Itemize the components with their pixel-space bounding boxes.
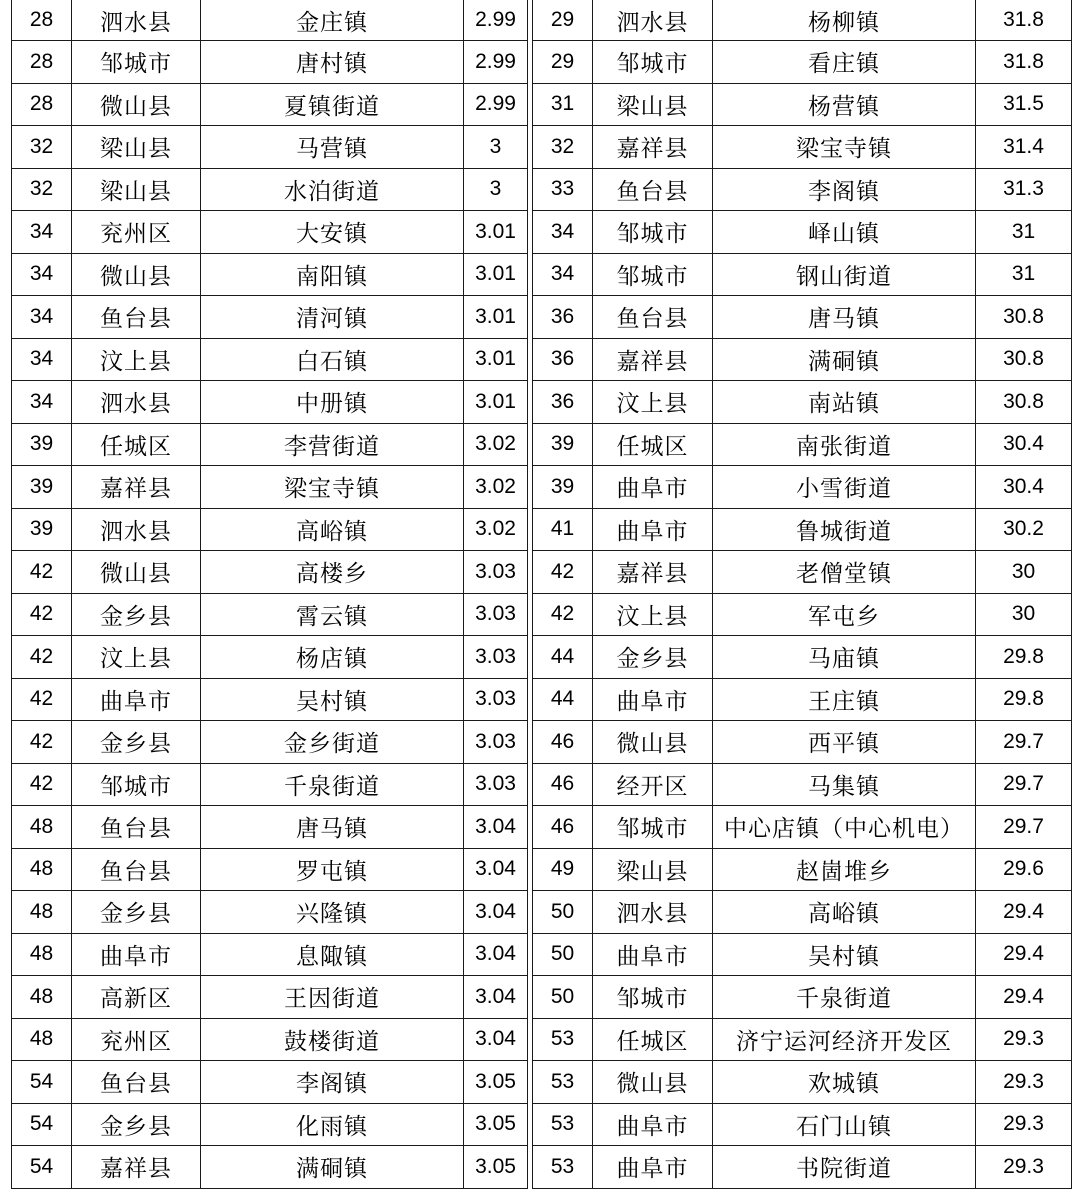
county-cell: 邹城市 [72, 41, 201, 84]
table-row [533, 423, 1072, 466]
value-cell: 2.99 [464, 83, 528, 126]
county-cell: 鱼台县 [593, 168, 713, 211]
value-cell: 29.3 [976, 1061, 1072, 1104]
rank-cell: 54 [12, 1103, 72, 1146]
table-row [12, 41, 528, 84]
town-cell: 千泉街道 [201, 763, 464, 806]
county-cell: 高新区 [72, 976, 201, 1019]
table-row [12, 168, 528, 211]
town-cell: 中心店镇（中心机电） [713, 806, 976, 849]
value-cell: 29.7 [976, 763, 1072, 806]
value-cell: 29.3 [976, 1146, 1072, 1189]
value-cell: 31.4 [976, 126, 1072, 169]
county-cell: 微山县 [72, 551, 201, 594]
county-cell: 任城区 [72, 423, 201, 466]
table-row [533, 338, 1072, 381]
county-cell: 泗水县 [72, 508, 201, 551]
county-cell: 微山县 [72, 253, 201, 296]
town-cell: 马集镇 [713, 763, 976, 806]
town-cell: 高楼乡 [201, 551, 464, 594]
town-cell: 石门山镇 [713, 1103, 976, 1146]
value-cell: 29.6 [976, 848, 1072, 891]
value-cell: 30.8 [976, 381, 1072, 424]
county-cell: 嘉祥县 [72, 466, 201, 509]
county-cell: 嘉祥县 [593, 338, 713, 381]
county-cell: 曲阜市 [593, 1103, 713, 1146]
county-cell: 鱼台县 [72, 848, 201, 891]
table-row [12, 253, 528, 296]
table-row [533, 806, 1072, 849]
value-cell: 3.04 [464, 1018, 528, 1061]
table-row [533, 1103, 1072, 1146]
county-cell: 任城区 [593, 423, 713, 466]
county-cell: 任城区 [593, 1018, 713, 1061]
left-table-body [12, 0, 528, 1188]
table-row [12, 1146, 528, 1189]
rank-cell: 54 [12, 1146, 72, 1189]
town-cell: 吴村镇 [713, 933, 976, 976]
table-row [533, 168, 1072, 211]
table-row [533, 593, 1072, 636]
county-cell: 梁山县 [593, 83, 713, 126]
table-row [533, 253, 1072, 296]
town-cell: 西平镇 [713, 721, 976, 764]
rank-cell: 53 [533, 1103, 593, 1146]
rank-cell: 42 [12, 763, 72, 806]
rank-cell: 50 [533, 891, 593, 934]
table-row [12, 1103, 528, 1146]
town-cell: 看庄镇 [713, 41, 976, 84]
rank-cell: 34 [12, 381, 72, 424]
county-cell: 金乡县 [72, 593, 201, 636]
rank-cell: 34 [12, 338, 72, 381]
town-cell: 唐村镇 [201, 41, 464, 84]
town-cell: 梁宝寺镇 [713, 126, 976, 169]
table-row [533, 636, 1072, 679]
left-ranking-table [11, 0, 528, 1189]
county-cell: 汶上县 [72, 636, 201, 679]
town-cell: 大安镇 [201, 211, 464, 254]
county-cell: 嘉祥县 [593, 126, 713, 169]
table-row [533, 1061, 1072, 1104]
table-row [12, 551, 528, 594]
county-cell: 鱼台县 [72, 806, 201, 849]
town-cell: 欢城镇 [713, 1061, 976, 1104]
county-cell: 鱼台县 [593, 296, 713, 339]
rank-cell: 53 [533, 1018, 593, 1061]
value-cell: 31 [976, 253, 1072, 296]
value-cell: 3.03 [464, 763, 528, 806]
rank-cell: 42 [12, 551, 72, 594]
county-cell: 经开区 [593, 763, 713, 806]
town-cell: 鲁城街道 [713, 508, 976, 551]
town-cell: 赵崮堆乡 [713, 848, 976, 891]
town-cell: 李阁镇 [201, 1061, 464, 1104]
town-cell: 杨店镇 [201, 636, 464, 679]
table-row [533, 466, 1072, 509]
county-cell: 嘉祥县 [72, 1146, 201, 1189]
value-cell: 3.01 [464, 211, 528, 254]
value-cell: 30 [976, 593, 1072, 636]
value-cell: 31.8 [976, 0, 1072, 41]
rank-cell: 39 [12, 466, 72, 509]
right-table-body [533, 0, 1072, 1188]
value-cell: 30.2 [976, 508, 1072, 551]
value-cell: 3.05 [464, 1061, 528, 1104]
town-cell: 罗屯镇 [201, 848, 464, 891]
value-cell: 3.01 [464, 381, 528, 424]
value-cell: 29.8 [976, 678, 1072, 721]
county-cell: 兖州区 [72, 1018, 201, 1061]
rank-cell: 42 [12, 636, 72, 679]
rank-cell: 36 [533, 338, 593, 381]
rank-cell: 41 [533, 508, 593, 551]
rank-cell: 31 [533, 83, 593, 126]
rank-cell: 28 [12, 83, 72, 126]
town-cell: 霄云镇 [201, 593, 464, 636]
rank-cell: 33 [533, 168, 593, 211]
rank-cell: 32 [12, 168, 72, 211]
value-cell: 31.3 [976, 168, 1072, 211]
value-cell: 3.03 [464, 721, 528, 764]
rank-cell: 42 [12, 721, 72, 764]
table-row [12, 763, 528, 806]
county-cell: 梁山县 [72, 168, 201, 211]
rank-cell: 36 [533, 296, 593, 339]
county-cell: 邹城市 [72, 763, 201, 806]
value-cell: 3.02 [464, 508, 528, 551]
county-cell: 邹城市 [593, 806, 713, 849]
value-cell: 31 [976, 211, 1072, 254]
table-row [533, 83, 1072, 126]
rank-cell: 50 [533, 933, 593, 976]
county-cell: 金乡县 [72, 891, 201, 934]
town-cell: 中册镇 [201, 381, 464, 424]
county-cell: 梁山县 [593, 848, 713, 891]
county-cell: 汶上县 [593, 593, 713, 636]
value-cell: 3 [464, 126, 528, 169]
table-row [12, 1061, 528, 1104]
town-cell: 满硐镇 [201, 1146, 464, 1189]
town-cell: 息陬镇 [201, 933, 464, 976]
value-cell: 29.8 [976, 636, 1072, 679]
table-row [12, 381, 528, 424]
rank-cell: 46 [533, 721, 593, 764]
town-cell: 李阁镇 [713, 168, 976, 211]
value-cell: 30.8 [976, 338, 1072, 381]
county-cell: 梁山县 [72, 126, 201, 169]
town-cell: 南站镇 [713, 381, 976, 424]
value-cell: 3.04 [464, 848, 528, 891]
county-cell: 曲阜市 [593, 466, 713, 509]
table-row [533, 508, 1072, 551]
rank-cell: 46 [533, 806, 593, 849]
county-cell: 嘉祥县 [593, 551, 713, 594]
town-cell: 马庙镇 [713, 636, 976, 679]
value-cell: 3.03 [464, 593, 528, 636]
table-row [533, 1146, 1072, 1189]
table-row [12, 593, 528, 636]
table-row [12, 211, 528, 254]
rank-cell: 48 [12, 1018, 72, 1061]
town-cell: 唐马镇 [713, 296, 976, 339]
town-cell: 清河镇 [201, 296, 464, 339]
town-cell: 满硐镇 [713, 338, 976, 381]
value-cell: 3.03 [464, 551, 528, 594]
table-row [533, 891, 1072, 934]
table-row [12, 976, 528, 1019]
table-row [12, 721, 528, 764]
town-cell: 金乡街道 [201, 721, 464, 764]
county-cell: 曲阜市 [593, 508, 713, 551]
town-cell: 杨柳镇 [713, 0, 976, 41]
rank-cell: 49 [533, 848, 593, 891]
rank-cell: 42 [12, 678, 72, 721]
value-cell: 3.04 [464, 806, 528, 849]
town-cell: 军屯乡 [713, 593, 976, 636]
rank-cell: 48 [12, 848, 72, 891]
table-row [12, 848, 528, 891]
town-cell: 老僧堂镇 [713, 551, 976, 594]
town-cell: 济宁运河经济开发区 [713, 1018, 976, 1061]
county-cell: 金乡县 [72, 721, 201, 764]
rank-cell: 36 [533, 381, 593, 424]
rank-cell: 42 [533, 551, 593, 594]
value-cell: 3.04 [464, 933, 528, 976]
county-cell: 鱼台县 [72, 1061, 201, 1104]
value-cell: 30.4 [976, 423, 1072, 466]
town-cell: 高峪镇 [713, 891, 976, 934]
value-cell: 29.4 [976, 933, 1072, 976]
value-cell: 29.7 [976, 721, 1072, 764]
table-row [12, 338, 528, 381]
value-cell: 30.8 [976, 296, 1072, 339]
rank-cell: 53 [533, 1146, 593, 1189]
town-cell: 王庄镇 [713, 678, 976, 721]
value-cell: 29.7 [976, 806, 1072, 849]
town-cell: 兴隆镇 [201, 891, 464, 934]
town-cell: 南张街道 [713, 423, 976, 466]
county-cell: 邹城市 [593, 976, 713, 1019]
town-cell: 书院街道 [713, 1146, 976, 1189]
rank-cell: 29 [533, 41, 593, 84]
rank-cell: 44 [533, 678, 593, 721]
county-cell: 微山县 [72, 83, 201, 126]
value-cell: 3.03 [464, 636, 528, 679]
value-cell: 29.3 [976, 1018, 1072, 1061]
table-row [12, 423, 528, 466]
county-cell: 鱼台县 [72, 296, 201, 339]
value-cell: 3.03 [464, 678, 528, 721]
value-cell: 3.01 [464, 296, 528, 339]
rank-cell: 39 [533, 423, 593, 466]
town-cell: 南阳镇 [201, 253, 464, 296]
county-cell: 泗水县 [593, 0, 713, 41]
county-cell: 微山县 [593, 721, 713, 764]
town-cell: 唐马镇 [201, 806, 464, 849]
county-cell: 汶上县 [72, 338, 201, 381]
county-cell: 曲阜市 [593, 1146, 713, 1189]
rank-cell: 44 [533, 636, 593, 679]
value-cell: 3.04 [464, 976, 528, 1019]
rank-cell: 50 [533, 976, 593, 1019]
town-cell: 金庄镇 [201, 0, 464, 41]
value-cell: 3.02 [464, 423, 528, 466]
table-row [12, 1018, 528, 1061]
county-cell: 兖州区 [72, 211, 201, 254]
table-row [12, 891, 528, 934]
table-row [12, 0, 528, 41]
value-cell: 2.99 [464, 41, 528, 84]
value-cell: 29.3 [976, 1103, 1072, 1146]
rank-cell: 39 [12, 423, 72, 466]
county-cell: 邹城市 [593, 41, 713, 84]
value-cell: 3.04 [464, 891, 528, 934]
county-cell: 泗水县 [593, 891, 713, 934]
value-cell: 30.4 [976, 466, 1072, 509]
table-row [12, 508, 528, 551]
county-cell: 汶上县 [593, 381, 713, 424]
table-row [533, 551, 1072, 594]
value-cell: 3.05 [464, 1146, 528, 1189]
county-cell: 泗水县 [72, 0, 201, 41]
town-cell: 吴村镇 [201, 678, 464, 721]
value-cell: 3.01 [464, 338, 528, 381]
rank-cell: 32 [533, 126, 593, 169]
value-cell: 29.4 [976, 891, 1072, 934]
county-cell: 曲阜市 [72, 933, 201, 976]
town-cell: 高峪镇 [201, 508, 464, 551]
table-row [12, 126, 528, 169]
value-cell: 2.99 [464, 0, 528, 41]
town-cell: 夏镇街道 [201, 83, 464, 126]
table-row [533, 126, 1072, 169]
table-row [12, 83, 528, 126]
rank-cell: 34 [533, 211, 593, 254]
rank-cell: 48 [12, 806, 72, 849]
rank-cell: 42 [12, 593, 72, 636]
rank-cell: 32 [12, 126, 72, 169]
table-row [533, 976, 1072, 1019]
county-cell: 曲阜市 [72, 678, 201, 721]
county-cell: 金乡县 [593, 636, 713, 679]
value-cell: 31.5 [976, 83, 1072, 126]
table-row [533, 848, 1072, 891]
town-cell: 梁宝寺镇 [201, 466, 464, 509]
value-cell: 29.4 [976, 976, 1072, 1019]
rank-cell: 48 [12, 933, 72, 976]
county-cell: 邹城市 [593, 253, 713, 296]
table-row [12, 466, 528, 509]
town-cell: 杨营镇 [713, 83, 976, 126]
value-cell: 3 [464, 168, 528, 211]
table-row [533, 381, 1072, 424]
town-cell: 水泊街道 [201, 168, 464, 211]
rank-cell: 28 [12, 41, 72, 84]
table-row [12, 806, 528, 849]
rank-cell: 53 [533, 1061, 593, 1104]
table-row [533, 0, 1072, 41]
county-cell: 微山县 [593, 1061, 713, 1104]
value-cell: 30 [976, 551, 1072, 594]
table-row [533, 41, 1072, 84]
rank-cell: 34 [533, 253, 593, 296]
rank-cell: 48 [12, 976, 72, 1019]
rank-cell: 54 [12, 1061, 72, 1104]
county-cell: 泗水县 [72, 381, 201, 424]
right-ranking-table [532, 0, 1072, 1189]
town-cell: 李营街道 [201, 423, 464, 466]
table-row [12, 678, 528, 721]
rank-cell: 34 [12, 296, 72, 339]
town-cell: 峄山镇 [713, 211, 976, 254]
table-row [533, 211, 1072, 254]
county-cell: 金乡县 [72, 1103, 201, 1146]
town-cell: 马营镇 [201, 126, 464, 169]
town-cell: 化雨镇 [201, 1103, 464, 1146]
table-row [12, 933, 528, 976]
town-cell: 钢山街道 [713, 253, 976, 296]
rank-cell: 28 [12, 0, 72, 41]
town-cell: 小雪街道 [713, 466, 976, 509]
county-cell: 邹城市 [593, 211, 713, 254]
county-cell: 曲阜市 [593, 678, 713, 721]
rank-cell: 42 [533, 593, 593, 636]
table-row [533, 933, 1072, 976]
table-row [533, 763, 1072, 806]
rank-cell: 46 [533, 763, 593, 806]
table-row [533, 678, 1072, 721]
town-cell: 王因街道 [201, 976, 464, 1019]
rank-cell: 39 [12, 508, 72, 551]
table-row [12, 296, 528, 339]
rank-cell: 48 [12, 891, 72, 934]
value-cell: 31.8 [976, 41, 1072, 84]
rank-cell: 39 [533, 466, 593, 509]
county-cell: 曲阜市 [593, 933, 713, 976]
value-cell: 3.02 [464, 466, 528, 509]
rank-cell: 34 [12, 253, 72, 296]
table-row [533, 1018, 1072, 1061]
rank-cell: 34 [12, 211, 72, 254]
value-cell: 3.05 [464, 1103, 528, 1146]
table-row [533, 721, 1072, 764]
town-cell: 白石镇 [201, 338, 464, 381]
town-cell: 千泉街道 [713, 976, 976, 1019]
table-row [12, 636, 528, 679]
table-row [533, 296, 1072, 339]
rank-cell: 29 [533, 0, 593, 41]
value-cell: 3.01 [464, 253, 528, 296]
town-cell: 鼓楼街道 [201, 1018, 464, 1061]
